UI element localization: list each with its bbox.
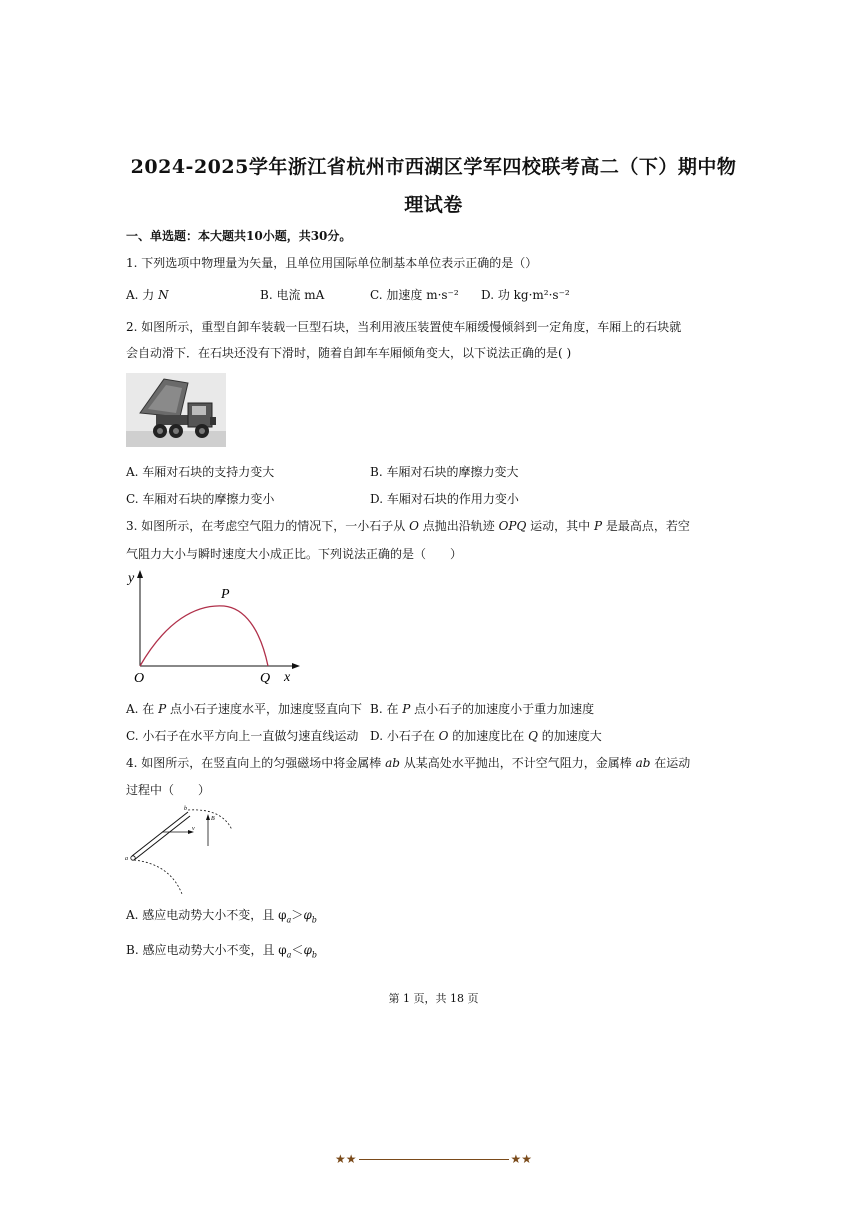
q4-stem-line1: 4. 如图所示，在竖直向上的匀强磁场中将金属棒 ab 从某高处水平抛出，不计空气阻力，金属棒 ab 在运动 bbox=[126, 756, 691, 770]
y-axis-arrow bbox=[137, 570, 143, 578]
q2-option-d: D. 车厢对石块的作用力变小 bbox=[370, 492, 519, 506]
dump-truck-image bbox=[126, 373, 226, 447]
x-axis-arrow bbox=[292, 663, 300, 669]
exam-title-line1: 2024-2025学年浙江省杭州市西湖区学军四校联考高二（下）期中物 bbox=[130, 156, 737, 178]
q1-option-d: D. 功 kg·m²·s⁻² bbox=[481, 288, 570, 302]
velocity-label: v bbox=[192, 826, 195, 832]
page-footer: 第 1 页，共 18 页 bbox=[388, 992, 479, 1005]
point-q-label: Q bbox=[260, 671, 271, 686]
q1-option-c: C. 加速度 m·s⁻² bbox=[370, 288, 459, 302]
q3-stem-line2: 气阻力大小与瞬时速度大小成正比。下列说法正确的是（ ） bbox=[126, 547, 463, 561]
q4-option-b: B. 感应电动势大小不变，且 $\varphi_a<\varphi_b$ bbox=[126, 943, 317, 960]
q3-option-b: B. 在 P 点小石子的加速度小于重力加速度 bbox=[370, 702, 595, 716]
rod-label-b: b bbox=[184, 806, 187, 812]
q2-stem-line2: 会自动滑下．在石块还没有下滑时，随着自卸车车厢倾角变大，以下说法正确的是( ) bbox=[126, 346, 572, 360]
q2-option-c: C. 车厢对石块的摩擦力变小 bbox=[126, 492, 275, 506]
point-o-label: O bbox=[134, 671, 145, 686]
q3-option-d: D. 小石子在 O 的加速度比在 Q 的加速度大 bbox=[370, 729, 602, 743]
rod-edge-1 bbox=[132, 812, 188, 856]
x-axis-label: x bbox=[284, 670, 291, 685]
trajectory-curve bbox=[140, 606, 268, 666]
rod-label-a: a bbox=[125, 856, 128, 862]
exam-title-line2: 理试卷 bbox=[404, 194, 463, 216]
rod-edge-2 bbox=[134, 816, 190, 860]
path-a-dashed bbox=[134, 860, 182, 894]
q2-option-b: B. 车厢对石块的摩擦力变大 bbox=[370, 465, 519, 479]
q2-option-a: A. 车厢对石块的支持力变大 bbox=[126, 465, 275, 479]
q4-stem-line2: 过程中（ ） bbox=[126, 783, 211, 797]
q4-option-a: A. 感应电动势大小不变，且 $\varphi_a>\varphi_b$ bbox=[126, 908, 317, 925]
rod-end-a bbox=[131, 856, 135, 860]
q1-option-b: B. 电流 mA bbox=[260, 288, 325, 302]
star-right-icon: ★★ bbox=[510, 1152, 533, 1166]
q1-option-a: A. 力 N bbox=[126, 288, 169, 302]
trajectory-figure bbox=[126, 566, 306, 690]
b-field-arrowhead bbox=[206, 814, 210, 820]
q3-option-a: A. 在 P 点小石子速度水平，加速度竖直向下 bbox=[126, 702, 363, 716]
q3-stem-line1: 3. 如图所示，在考虑空气阻力的情况下，一小石子从 O 点抛出沿轨迹 OPQ 运动，其中 P 是最高点，若空 bbox=[126, 519, 690, 533]
bottom-decoration bbox=[0, 1152, 867, 1166]
q2-stem-line1: 2. 如图所示，重型自卸车装载一巨型石块，当利用液压装置使车厢缓慢倾斜到一定角度，车厢上的石块就 bbox=[126, 320, 682, 334]
rod-figure bbox=[124, 804, 236, 896]
decor-line bbox=[359, 1159, 509, 1160]
star-left-icon: ★★ bbox=[334, 1152, 357, 1166]
q1-stem: 1. 下列选项中物理量为矢量，且单位用国际单位制基本单位表示正确的是（） bbox=[126, 256, 538, 270]
q3-option-c: C. 小石子在水平方向上一直做匀速直线运动 bbox=[126, 729, 359, 743]
point-p-label: P bbox=[221, 587, 230, 602]
y-axis-label: y bbox=[128, 571, 135, 586]
b-field-label: B bbox=[211, 816, 215, 822]
section-heading: 一、单选题：本大题共10小题，共30分。 bbox=[126, 229, 352, 243]
